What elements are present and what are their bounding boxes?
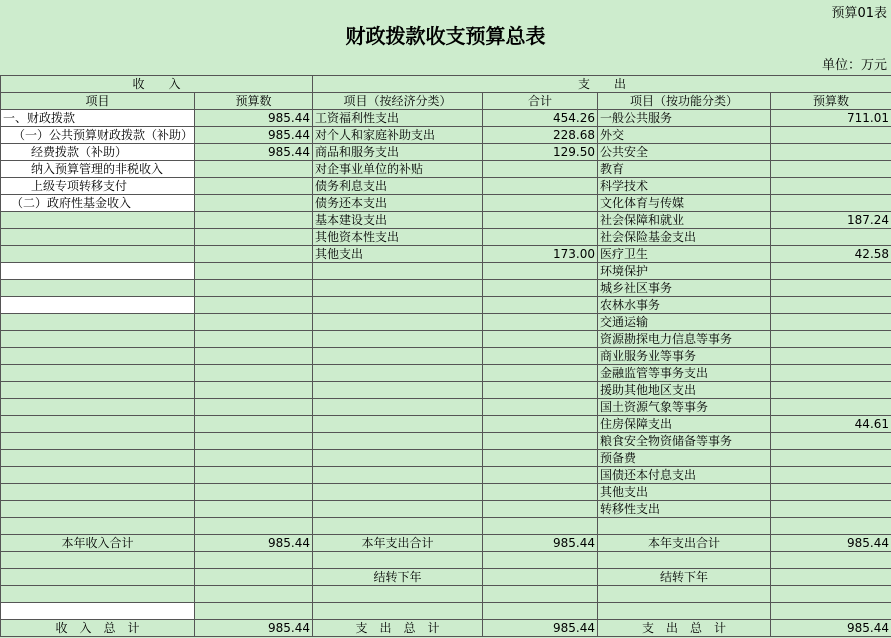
econ-item-label <box>313 280 483 297</box>
income-item-label <box>1 348 195 365</box>
func-item-label: 农林水事务 <box>598 297 771 314</box>
page-title: 财政拨款收支预算总表 <box>345 24 546 48</box>
income-item-value <box>195 467 313 484</box>
func-item-label: 资源勘探电力信息等事务 <box>598 331 771 348</box>
grand-income-label: 收 入 总 计 <box>1 620 195 637</box>
grand-expense-value: 985.44 <box>483 620 598 637</box>
table-row <box>1 127 891 144</box>
table-row <box>1 246 891 263</box>
table-row <box>1 450 891 467</box>
func-item-value <box>771 229 891 246</box>
table-row <box>1 280 891 297</box>
func-item-value <box>771 161 891 178</box>
econ-item-value <box>483 212 598 229</box>
income-item-value <box>195 416 313 433</box>
table-row-grand-total <box>1 620 891 637</box>
econ-item-value <box>483 450 598 467</box>
income-item-label <box>1 212 195 229</box>
col-func-item: 项目（按功能分类） <box>598 93 771 110</box>
econ-item-label <box>313 484 483 501</box>
econ-item-value <box>483 178 598 195</box>
econ-item-label: 其他资本性支出 <box>313 229 483 246</box>
income-item-label: 一、财政拨款 <box>1 110 195 127</box>
grand-expense-label: 支 出 总 计 <box>313 620 483 637</box>
econ-item-label: 商品和服务支出 <box>313 144 483 161</box>
func-item-label: 一般公共服务 <box>598 110 771 127</box>
func-item-label: 教育 <box>598 161 771 178</box>
income-item-label <box>1 331 195 348</box>
func-item-label: 交通运输 <box>598 314 771 331</box>
econ-item-label <box>313 399 483 416</box>
func-item-label <box>598 518 771 535</box>
table-row <box>1 467 891 484</box>
income-item-value: 985.44 <box>195 110 313 127</box>
table-row-carry <box>1 569 891 586</box>
func-item-value: 42.58 <box>771 246 891 263</box>
econ-item-label <box>313 365 483 382</box>
func-item-value <box>771 178 891 195</box>
unit-label: 单位：万元 <box>821 58 887 73</box>
econ-item-value: 228.68 <box>483 127 598 144</box>
econ-item-label <box>313 467 483 484</box>
func-item-label: 国债还本付息支出 <box>598 467 771 484</box>
income-item-label: 纳入预算管理的非税收入 <box>1 161 195 178</box>
col-econ-item: 项目（按经济分类） <box>313 93 483 110</box>
table-row-blank <box>1 603 891 620</box>
table-row <box>1 212 891 229</box>
func-item-label: 医疗卫生 <box>598 246 771 263</box>
income-item-label <box>1 382 195 399</box>
econ-item-label: 对个人和家庭补助支出 <box>313 127 483 144</box>
econ-item-label <box>313 382 483 399</box>
income-item-value <box>195 212 313 229</box>
func-item-value <box>771 280 891 297</box>
func-item-label: 外交 <box>598 127 771 144</box>
econ-item-value <box>483 314 598 331</box>
grand-income-value: 985.44 <box>195 620 313 637</box>
table-row <box>1 348 891 365</box>
econ-item-value: 454.26 <box>483 110 598 127</box>
func-item-label: 转移性支出 <box>598 501 771 518</box>
income-item-value <box>195 195 313 212</box>
year-expense-label: 本年支出合计 <box>313 535 483 552</box>
func-item-label: 环境保护 <box>598 263 771 280</box>
econ-item-label: 基本建设支出 <box>313 212 483 229</box>
carry-label-func: 结转下年 <box>598 569 771 586</box>
income-item-label <box>1 433 195 450</box>
econ-item-value <box>483 399 598 416</box>
income-item-value <box>195 382 313 399</box>
func-item-label: 社会保障和就业 <box>598 212 771 229</box>
func-item-value <box>771 348 891 365</box>
econ-item-value <box>483 501 598 518</box>
table-row <box>1 161 891 178</box>
table-row <box>1 229 891 246</box>
econ-item-value <box>483 280 598 297</box>
income-item-label <box>1 297 195 314</box>
income-item-label: 上级专项转移支付 <box>1 178 195 195</box>
func-item-label: 社会保险基金支出 <box>598 229 771 246</box>
income-item-value: 985.44 <box>195 127 313 144</box>
econ-item-value <box>483 467 598 484</box>
econ-item-label <box>313 331 483 348</box>
income-item-value <box>195 484 313 501</box>
expense-header: 支 出 <box>313 76 891 93</box>
income-item-label: （一）公共预算财政拨款（补助） <box>1 127 195 144</box>
income-item-value <box>195 246 313 263</box>
table-row <box>1 382 891 399</box>
func-item-value <box>771 314 891 331</box>
col-item: 项目 <box>1 93 195 110</box>
func-item-value <box>771 144 891 161</box>
func-item-label: 预备费 <box>598 450 771 467</box>
col-budget: 预算数 <box>195 93 313 110</box>
econ-item-value <box>483 518 598 535</box>
income-header: 收 入 <box>1 76 313 93</box>
func-item-value <box>771 263 891 280</box>
econ-item-label: 工资福利性支出 <box>313 110 483 127</box>
econ-item-label: 债务利息支出 <box>313 178 483 195</box>
table-row <box>1 416 891 433</box>
table-row <box>1 518 891 535</box>
econ-item-value <box>483 365 598 382</box>
func-item-label: 文化体育与传媒 <box>598 195 771 212</box>
func-item-value <box>771 195 891 212</box>
table-row <box>1 144 891 161</box>
income-item-label: 经费拨款（补助） <box>1 144 195 161</box>
income-item-label <box>1 467 195 484</box>
table-row <box>1 501 891 518</box>
income-item-label <box>1 501 195 518</box>
income-item-value <box>195 161 313 178</box>
func-item-value <box>771 433 891 450</box>
econ-item-value: 173.00 <box>483 246 598 263</box>
econ-item-value <box>483 195 598 212</box>
func-item-value <box>771 501 891 518</box>
econ-item-value <box>483 484 598 501</box>
func-item-label: 援助其他地区支出 <box>598 382 771 399</box>
income-item-value <box>195 348 313 365</box>
table-row <box>1 195 891 212</box>
income-item-value <box>195 331 313 348</box>
func-item-value <box>771 382 891 399</box>
income-item-value <box>195 229 313 246</box>
table-row <box>1 399 891 416</box>
econ-item-label <box>313 348 483 365</box>
func-item-label: 其他支出 <box>598 484 771 501</box>
econ-item-value <box>483 331 598 348</box>
func-item-label: 商业服务业等事务 <box>598 348 771 365</box>
income-item-value <box>195 365 313 382</box>
table-row <box>1 178 891 195</box>
income-item-label <box>1 450 195 467</box>
income-item-value <box>195 263 313 280</box>
income-item-label <box>1 365 195 382</box>
econ-item-value <box>483 229 598 246</box>
func-item-value <box>771 297 891 314</box>
econ-item-label <box>313 263 483 280</box>
income-item-value <box>195 178 313 195</box>
econ-item-label: 其他支出 <box>313 246 483 263</box>
table-row-blank <box>1 586 891 603</box>
table-row <box>1 331 891 348</box>
econ-item-value <box>483 348 598 365</box>
income-item-label <box>1 280 195 297</box>
func-item-value <box>771 467 891 484</box>
income-item-value <box>195 399 313 416</box>
income-item-value <box>195 280 313 297</box>
econ-item-label <box>313 501 483 518</box>
func-item-label: 科学技术 <box>598 178 771 195</box>
econ-item-value: 129.50 <box>483 144 598 161</box>
year-func-value: 985.44 <box>771 535 891 552</box>
table-row-blank <box>1 552 891 569</box>
income-item-value <box>195 297 313 314</box>
grand-func-label: 支 出 总 计 <box>598 620 771 637</box>
grand-func-value: 985.44 <box>771 620 891 637</box>
year-income-value: 985.44 <box>195 535 313 552</box>
year-expense-value: 985.44 <box>483 535 598 552</box>
func-item-value <box>771 331 891 348</box>
income-item-label <box>1 484 195 501</box>
func-item-label: 金融监管等事务支出 <box>598 365 771 382</box>
table-row <box>1 484 891 501</box>
func-item-value <box>771 450 891 467</box>
econ-item-value <box>483 433 598 450</box>
econ-item-label <box>313 433 483 450</box>
econ-item-label: 债务还本支出 <box>313 195 483 212</box>
econ-item-label: 对企事业单位的补贴 <box>313 161 483 178</box>
income-item-label <box>1 416 195 433</box>
econ-item-value <box>483 263 598 280</box>
func-item-value: 44.61 <box>771 416 891 433</box>
col-total: 合计 <box>483 93 598 110</box>
func-item-value: 187.24 <box>771 212 891 229</box>
econ-item-label <box>313 297 483 314</box>
carry-label-econ: 结转下年 <box>313 569 483 586</box>
income-item-label <box>1 314 195 331</box>
func-item-value <box>771 399 891 416</box>
income-item-value: 985.44 <box>195 144 313 161</box>
income-item-value <box>195 501 313 518</box>
income-item-value <box>195 314 313 331</box>
econ-item-value <box>483 161 598 178</box>
table-row <box>1 314 891 331</box>
income-item-label <box>1 229 195 246</box>
income-item-label <box>1 263 195 280</box>
func-item-label: 公共安全 <box>598 144 771 161</box>
func-item-label: 住房保障支出 <box>598 416 771 433</box>
func-item-value <box>771 127 891 144</box>
table-row-year-total <box>1 535 891 552</box>
func-item-label: 粮食安全物资储备等事务 <box>598 433 771 450</box>
budget-table <box>0 75 891 637</box>
func-item-label: 国土资源气象等事务 <box>598 399 771 416</box>
income-item-label <box>1 518 195 535</box>
table-row <box>1 365 891 382</box>
report-header <box>0 0 891 75</box>
income-item-label <box>1 399 195 416</box>
func-item-value <box>771 365 891 382</box>
econ-item-value <box>483 382 598 399</box>
table-row <box>1 263 891 280</box>
econ-item-label <box>313 450 483 467</box>
table-row <box>1 433 891 450</box>
func-item-value <box>771 484 891 501</box>
income-item-value <box>195 450 313 467</box>
econ-item-label <box>313 314 483 331</box>
income-item-value <box>195 433 313 450</box>
econ-item-value <box>483 297 598 314</box>
col-func-budget: 预算数 <box>771 93 891 110</box>
func-item-label: 城乡社区事务 <box>598 280 771 297</box>
econ-item-value <box>483 416 598 433</box>
income-item-label <box>1 246 195 263</box>
econ-item-label <box>313 416 483 433</box>
func-item-value <box>771 518 891 535</box>
income-item-value <box>195 518 313 535</box>
form-tag: 预算01表 <box>831 6 887 21</box>
year-func-label: 本年支出合计 <box>598 535 771 552</box>
table-row <box>1 297 891 314</box>
year-income-label: 本年收入合计 <box>1 535 195 552</box>
income-item-label: （二）政府性基金收入 <box>1 195 195 212</box>
table-row <box>1 110 891 127</box>
econ-item-label <box>313 518 483 535</box>
func-item-value: 711.01 <box>771 110 891 127</box>
